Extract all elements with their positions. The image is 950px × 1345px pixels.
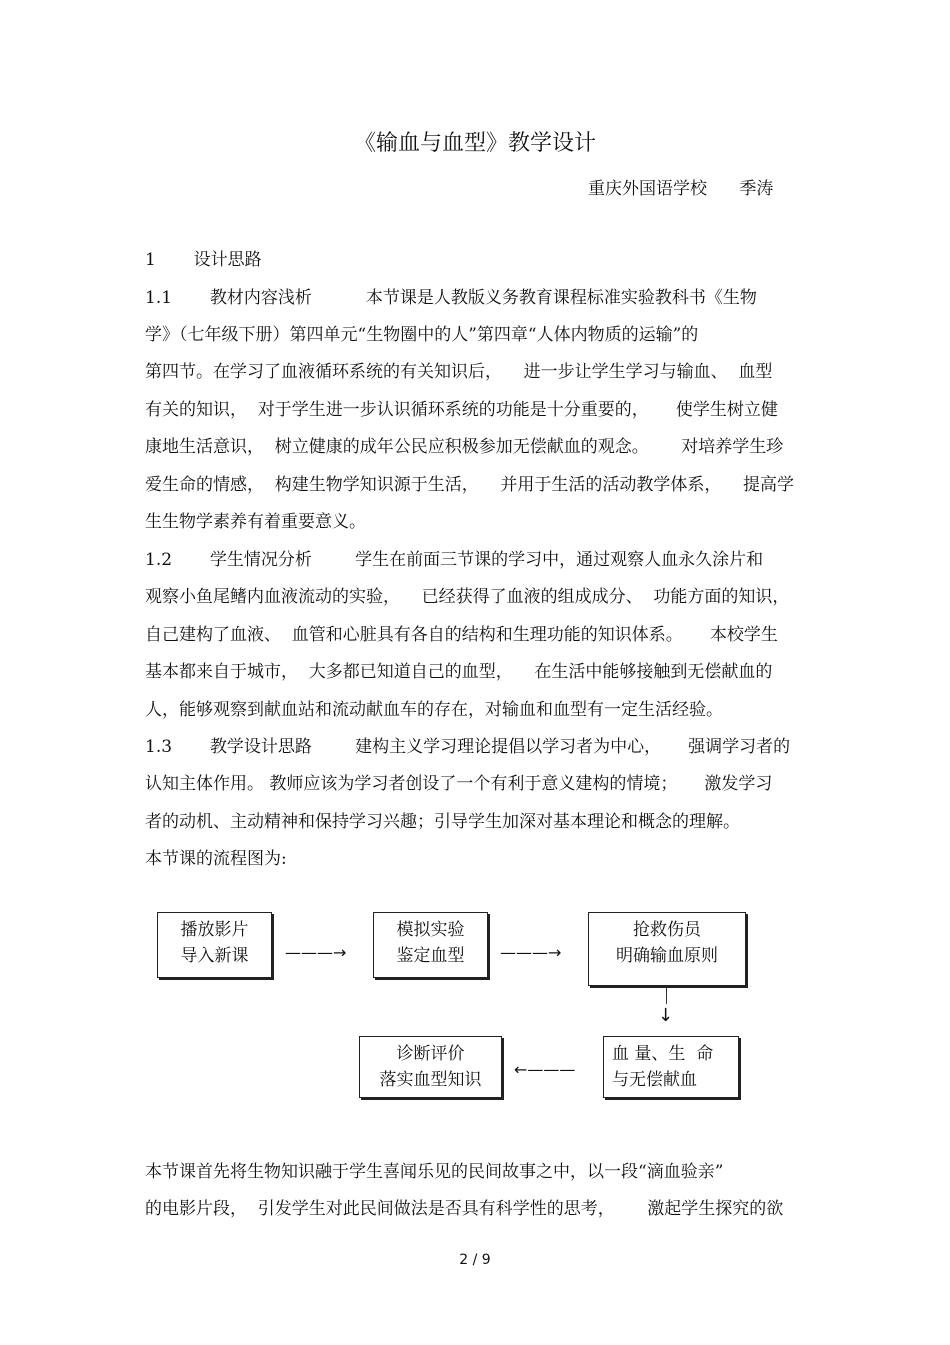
flow-connector-line [666,988,667,1004]
flow-box-text: 导入新课 [180,946,249,966]
flow-box-text: 诊断评价 [396,1044,465,1064]
flow-arrow-right: ———→ [500,943,562,962]
flow-arrow-right: ———→ [285,943,347,962]
flow-arrow-down: ↓ [658,1005,674,1026]
flow-box-rescue [588,912,746,986]
body-line: 学》（七年级下册）第四单元“生物圈中的人”第四章“人体内物质的运输”的 [145,325,699,345]
flow-box-text: 明确输血原则 [616,946,718,966]
body-line: 第四节。在学习了血液循环系统的有关知识后， 进一步让学生学习与输血、 血型 [145,362,773,382]
flow-box-text: 鉴定血型 [396,946,465,966]
author-line: 重庆外国语学校 季涛 [588,179,774,199]
flow-box-play-film [157,912,272,978]
flow-box-diagnosis [359,1036,502,1098]
body-line: 1.1 教材内容浅析 本节课是人教版义务教育课程标准实验教科书《生物 [145,288,757,308]
flow-box-blood-volume [603,1036,739,1098]
body-line: 有关的知识， 对于学生进一步认识循环系统的功能是十分重要的， 使学生树立健 [145,400,778,420]
body-line: 1.3 教学设计思路 建构主义学习理论提倡以学习者为中心， 强调学习者的 [145,737,791,757]
flow-box-text: 落实血型知识 [379,1070,482,1090]
body-line: 基本都来自于城市， 大多都已知道自己的血型， 在生活中能够接触到无偿献血的 [145,662,773,682]
body-line: 爱生命的情感， 构建生物学知识源于生活， 并用于生活的活动教学体系， 提高学 [145,475,795,495]
body-line: 人，能够观察到献血站和流动献血车的存在，对输血和血型有一定生活经验。 [145,700,723,720]
flow-box-simulate-experiment [373,912,488,978]
body-line: 1 设计思路 [145,250,262,270]
flow-arrow-left: ←——— [514,1060,576,1079]
flow-box-text: 与无偿献血 [612,1070,697,1090]
body-line: 生生物学素养有着重要意义。 [145,512,366,532]
body-line: 本节课的流程图为: [145,849,287,869]
page-number: 2 / 9 [459,1252,491,1268]
flow-box-text: 模拟实验 [396,920,465,940]
flow-box-text: 抢救伤员 [633,920,701,940]
body-line: 者的动机、主动精神和保持学习兴趣；引导学生加深对基本理论和概念的理解。 [145,812,740,832]
body-line: 观察小鱼尾鳍内血液流动的实验， 已经获得了血液的组成成分、 功能方面的知识， [145,587,790,607]
body-line: 的电影片段， 引发学生对此民间做法是否具有科学性的思考， 激起学生探究的欲 [145,1199,784,1219]
document-title: 《输血与血型》教学设计 [353,131,596,156]
body-line: 自己建构了血液、 血管和心脏具有各自的结构和生理功能的知识体系。 本校学生 [145,625,778,645]
flow-box-text: 播放影片 [180,920,249,940]
body-line: 1.2 学生情况分析 学生在前面三节课的学习中，通过观察人血永久涂片和 [145,550,764,570]
body-line: 本节课首先将生物知识融于学生喜闻乐见的民间故事之中，以一段“滴血验亲” [145,1162,724,1182]
body-line: 康地生活意识， 树立健康的成年公民应积极参加无偿献血的观念。 对培养学生珍 [145,437,784,457]
flow-box-text: 血 量、生 命 [612,1044,714,1064]
body-line: 认知主体作用。 教师应该为学习者创设了一个有利于意义建构的情境； 激发学习 [145,774,773,794]
